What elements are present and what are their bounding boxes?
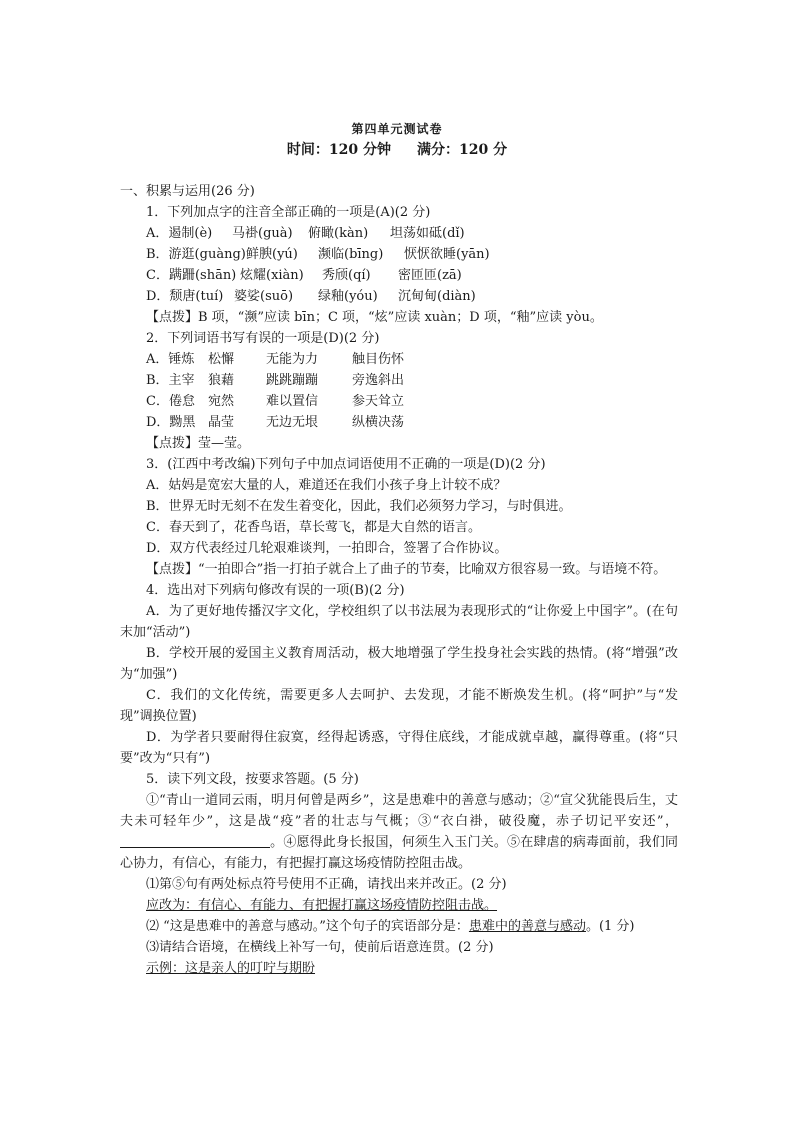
q2-c-2: 宛然 <box>208 394 235 409</box>
exam-content <box>120 181 678 979</box>
exam-time: 时间：120 分钟 <box>286 142 391 158</box>
q5-sub1: ⑴第⑤句有两处标点符号使用不正确，请找出来并改正。(2 分) <box>146 877 507 892</box>
q1-c-1: C．蹒跚(shān) <box>146 268 237 283</box>
q2-c-3: 难以置信 <box>266 394 319 409</box>
q5-passage <box>120 790 678 874</box>
q5-sub3: ⑶请结合语境，在横线上补写一句，使前后语意连贯。(2 分) <box>146 940 494 955</box>
q3-option-c: C．春天到了，花香鸟语，草长莺飞，都是大自然的语言。 <box>146 520 481 535</box>
q2-option-c <box>120 391 678 412</box>
q5-answer3 <box>120 958 678 979</box>
q1-stem: 1．下列加点字的注音全部正确的一项是(A)(2 分) <box>146 205 431 220</box>
q2-d-3: 无边无垠 <box>266 415 319 430</box>
q1-c-4: 密匝匝(zā) <box>398 268 462 283</box>
q2-a-1: A．锤炼 <box>146 352 195 367</box>
q2-d-4: 纵横决荡 <box>352 415 405 430</box>
q1-option-c <box>120 265 678 286</box>
q1-note: 【点拨】B 项，“濒”应读 bīn；C 项，“炫”应读 xuàn；D 项，“釉”应读 yòu。 <box>146 310 603 325</box>
q5-passage-part1: ①“青山一道同云雨，明月何曾是两乡”，这是患难中的善意与感动；②“宣父犹能畏后生，丈夫未可轻年少”，这是战“疫”者的壮志与气概；③“衣白褂，破役魔，赤子切记平安还”， <box>120 793 678 829</box>
q4-option-a: A．为了更好地传播汉字文化，学校组织了以书法展为表现形式的“让你爱上中国字”。(在句末加“活动”) <box>120 604 678 640</box>
page-title: 第四单元测试卷 <box>351 122 443 136</box>
q1-option-a <box>120 223 678 244</box>
q1-a-2: 马褂(guà) <box>232 226 293 241</box>
q4-option-b: B．学校开展的爱国主义教育周活动，极大地增强了学生投身社会实践的热情。(将“增强”改为“加强”) <box>120 646 678 682</box>
q1-option-b <box>120 244 678 265</box>
q1-option-d <box>120 286 678 307</box>
exam-score: 满分：120 分 <box>417 142 508 158</box>
q2-d-2: 晶莹 <box>208 415 235 430</box>
q3-option-d: D．双方代表经过几轮艰难谈判，一拍即合，签署了合作协议。 <box>146 541 508 556</box>
q4-stem: 4．选出对下列病句修改有误的一项(B)(2 分) <box>146 583 405 598</box>
q2-c-4: 参天耸立 <box>352 394 405 409</box>
q2-option-d <box>120 412 678 433</box>
q5-sub2-score: 。(1 分) <box>585 919 635 934</box>
q2-a-2: 松懈 <box>208 352 235 367</box>
q2-stem: 2．下列词语书写有误的一项是(D)(2 分) <box>146 331 380 346</box>
q5-answer3-text: 示例：这是亲人的叮咛与期盼 <box>146 961 316 976</box>
q1-a-1: A．遏制(è) <box>146 226 213 241</box>
q1-b-4: 恹恹欲睡(yān) <box>404 247 490 262</box>
q5-sub2-answer: 患难中的善意与感动 <box>468 919 586 934</box>
q5-answer1-text: 应改为：有信心、有能力、有把握打赢这场疫情防控阻击战。 <box>146 898 498 913</box>
q1-d-1: D．颓唐(tuí) <box>146 289 224 304</box>
q1-d-2: 婆娑(suō) <box>234 289 294 304</box>
exam-meta <box>0 139 794 159</box>
q2-option-a <box>120 349 678 370</box>
q1-d-3: 绿釉(yóu) <box>318 289 378 304</box>
q3-option-b: B．世界无时无刻不在发生着变化，因此，我们必须努力学习，与时俱进。 <box>146 499 572 514</box>
q4-option-c: C．我们的文化传统，需要更多人去呵护、去发现，才能不断焕发生机。(将“呵护”与“发现”调换位置) <box>120 688 678 724</box>
q1-d-4: 沉甸甸(diàn) <box>398 289 476 304</box>
q5-sub2-text: ⑵ “这是患难中的善意与感动。”这个句子的宾语部分是： <box>146 919 469 934</box>
q5-sub2 <box>120 916 678 937</box>
q2-c-1: C．倦怠 <box>146 394 195 409</box>
q3-note: 【点拨】“一拍即合”指一打拍子就合上了曲子的节奏，比喻双方很容易一致。与语境不符。 <box>146 562 667 577</box>
q5-fill-blank[interactable] <box>120 833 270 848</box>
q2-b-1: B．主宰 <box>146 373 195 388</box>
q1-b-2: 鲜腴(yú) <box>246 247 298 262</box>
q1-b-1: B．游逛(guàng) <box>146 247 246 262</box>
q2-option-b <box>120 370 678 391</box>
q1-c-3: 秀颀(qí) <box>322 268 371 283</box>
q2-b-2: 狼藉 <box>208 373 235 388</box>
q5-passage-part2: 。④愿得此身长报国，何须生入玉门关。⑤在肆虐的病毒面前，我们同心协力，有信心，有能力，有把握打赢这场疫情防控阻击战。 <box>120 835 678 871</box>
q2-note: 【点拨】莹—莹。 <box>146 436 251 451</box>
q3-stem: 3．(江西中考改编)下列句子中加点词语使用不正确的一项是(D)(2 分) <box>146 457 546 472</box>
q1-b-3: 濒临(bīng) <box>318 247 384 262</box>
q2-a-3: 无能为力 <box>266 352 319 367</box>
section-heading: 一、积累与运用(26 分) <box>120 184 255 199</box>
q2-b-4: 旁逸斜出 <box>352 373 405 388</box>
q2-a-4: 触目伤怀 <box>352 352 405 367</box>
q1-c-2: 炫耀(xiàn) <box>240 268 304 283</box>
q2-d-1: D．黝黑 <box>146 415 196 430</box>
q1-a-3: 俯瞰(kàn) <box>308 226 369 241</box>
q5-answer1 <box>120 895 678 916</box>
q4-option-d: D．为学者只要耐得住寂寞，经得起诱惑，守得住底线，才能成就卓越，赢得尊重。(将“只要”改为“只有”) <box>120 730 678 766</box>
q1-a-4: 坦荡如砥(dǐ) <box>390 226 465 241</box>
q3-option-a: A．姑妈是宽宏大量的人，难道还在我们小孩子身上计较不成？ <box>146 478 507 493</box>
q5-stem: 5．读下列文段，按要求答题。(5 分) <box>146 772 359 787</box>
q2-b-3: 跳跳蹦蹦 <box>266 373 319 388</box>
